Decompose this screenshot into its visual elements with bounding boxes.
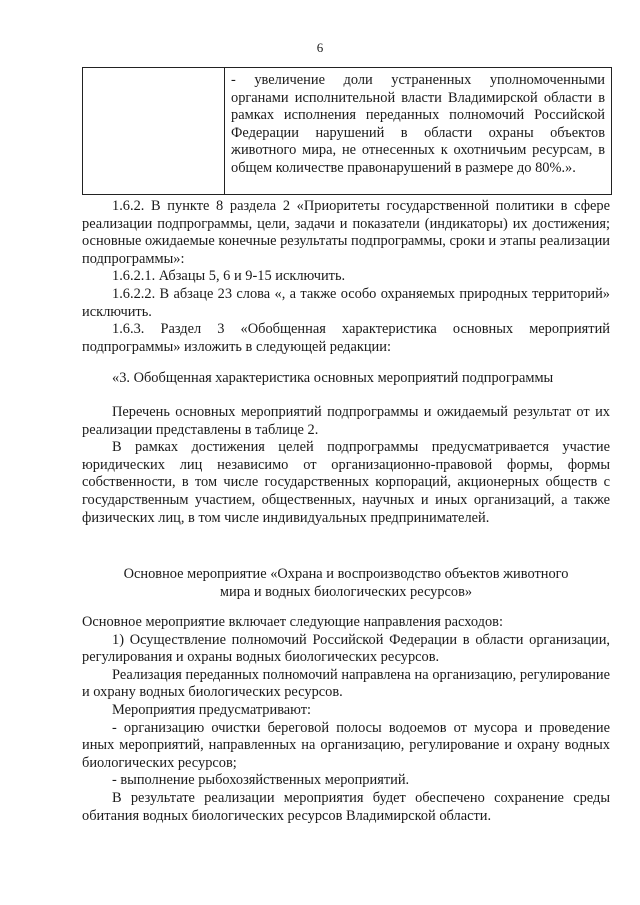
para-measures: Мероприятия предусматривают: (112, 701, 312, 718)
para-item-1: 1) Осуществление полномочий Российской Федерации в области организации, регулирования и охраны водных биологических ресурсов. (82, 631, 610, 666)
para-list-intro: Перечень основных мероприятий подпрограммы и ожидаемый результат от их реализации представлены в таблице 2. (82, 404, 610, 438)
table-fragment (82, 67, 612, 195)
para-goals: В рамках достижения целей подпрограммы предусматривается участие юридических лиц независимо от организационно-правовой формы, формы собственности, в том числе государственных корпораций, акционерных обществ с государственным участием, общественных, научных и иных организаций, а также физических лиц, в том числе индивидуальных предпринимателей. (82, 439, 610, 526)
para-realization: Реализация переданных полномочий направлена на организацию, регулирование и охрану водных биологических ресурсов. (82, 666, 610, 701)
para-bullet-1: - организацию очистки береговой полосы водоемов от мусора и проведение иных мероприятий, направленных на организацию, регулирование и охрану водных биологических ресурсов; (82, 719, 610, 771)
para-bullet-2: - выполнение рыбохозяйственных мероприятий. (112, 772, 410, 789)
para-1-6-2-2: 1.6.2.2. В абзаце 23 слова «, а также особо охраняемых природных территорий» исключить. (82, 285, 610, 320)
section-3-title-block (82, 370, 610, 388)
table-cell-text: - увеличение доли устраненных уполномоченными органами исполнительной власти Владимирской области в рамках исполнения переданных полномочий Российской Федерации нарушений в области охраны объектов животного мира, не отнесенных к охотничьим ресурсам, в общем количестве правонарушений в размере до 80%.». (231, 72, 605, 176)
section-3-body (82, 404, 610, 527)
para-directions: Основное мероприятие включает следующие направления расходов: (82, 614, 503, 630)
table-cell-empty (83, 68, 225, 194)
page-number: 6 (316, 40, 324, 55)
main-event-body (82, 614, 610, 825)
main-event-title (82, 566, 610, 601)
para-1-6-2-1: 1.6.2.1. Абзацы 5, 6 и 9-15 исключить. (112, 268, 346, 285)
para-1-6-3: 1.6.3. Раздел 3 «Обобщенная характеристика основных мероприятий подпрограммы» изложить в следующей редакции: (82, 321, 610, 355)
para-result: В результате реализации мероприятия будет обеспечено сохранение среды обитания водных биологических ресурсов Владимирской области. (82, 789, 610, 824)
main-event-title-line1: Основное мероприятие «Охрана и воспроизводство объектов животного (123, 566, 569, 582)
paragraph-1-6-2 (82, 198, 610, 356)
main-event-title-line2: мира и водных биологических ресурсов» (219, 583, 473, 600)
section-3-title: «3. Обобщенная характеристика основных мероприятий подпрограммы (112, 370, 554, 386)
para-1-6-2: 1.6.2. В пункте 8 раздела 2 «Приоритеты государственной политики в сфере реализации подпрограммы, цели, задачи и показатели (индикаторы) их достижения; основные ожидаемые конечные результаты подпрограммы, сроки и этапы реализации подпрограммы»: (82, 198, 610, 267)
